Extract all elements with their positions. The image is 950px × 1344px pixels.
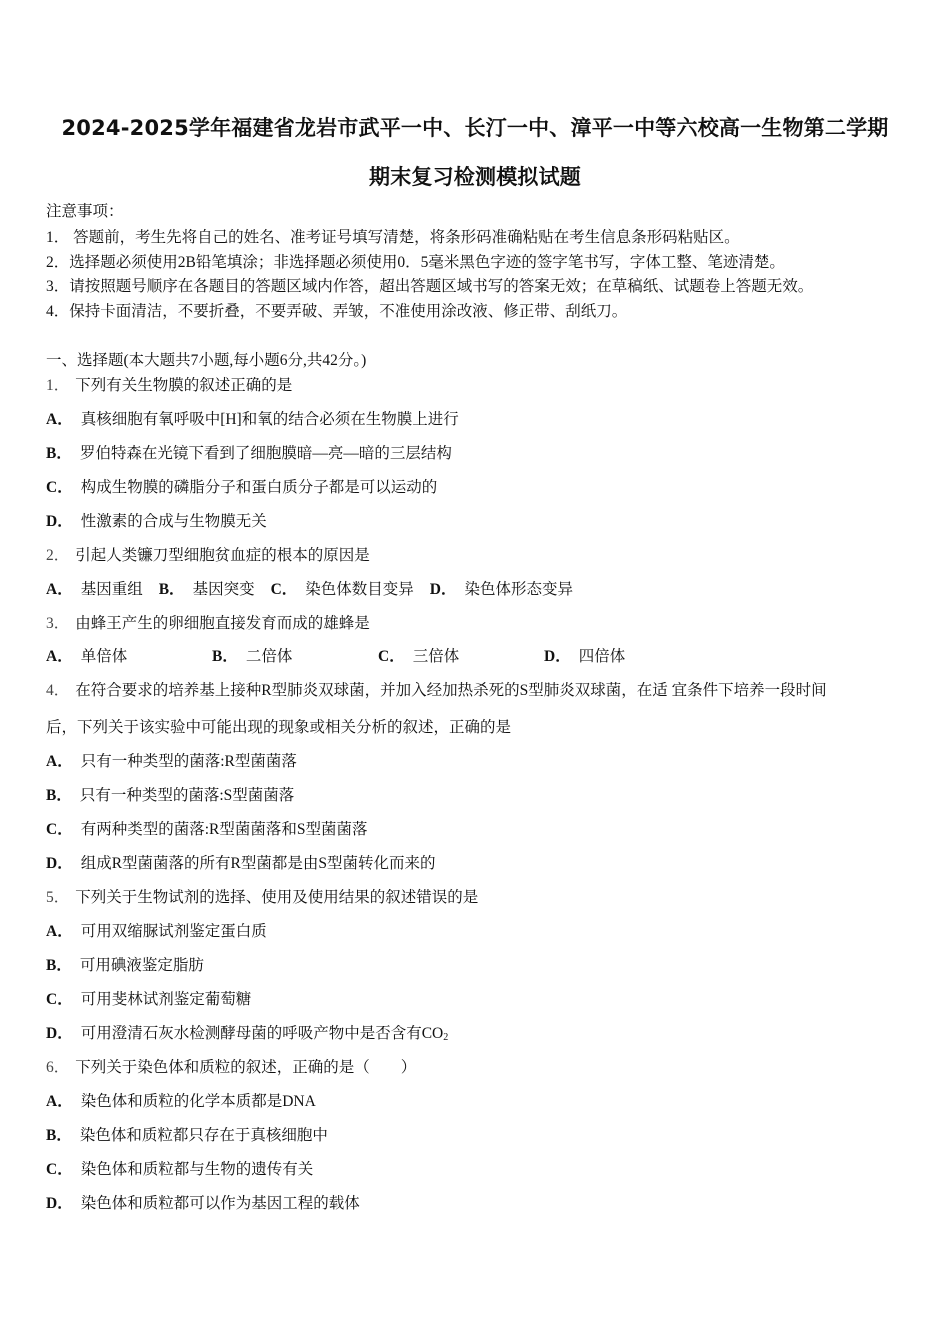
question-number: 1． <box>46 377 70 394</box>
question-1-option-c <box>46 478 437 498</box>
notice-item-1: 1． 答题前，考生先将自己的姓名、准考证号填写清楚，将条形码准确粘贴在考生信息条形码粘贴区。 <box>46 229 740 246</box>
option-label: C． <box>378 648 405 665</box>
question-2 <box>46 546 370 566</box>
option-text: 组成R型菌菌落的所有R型菌都是由S型菌转化而来的 <box>80 855 436 872</box>
question-5-option-a <box>46 922 267 942</box>
option-label: B． <box>46 445 72 462</box>
question-number: 5． <box>46 889 70 906</box>
question-1-option-a <box>46 410 459 430</box>
option-label: B． <box>46 957 72 974</box>
option-label: C． <box>46 821 73 838</box>
option-label: D． <box>46 513 73 530</box>
exam-title-line-2: 期末复习检测模拟试题 <box>369 165 581 189</box>
question-4-option-c <box>46 820 367 840</box>
question-1-option-b <box>46 444 452 464</box>
option-label: D． <box>46 1195 73 1212</box>
question-number: 4． <box>46 682 70 699</box>
question-2-options <box>46 580 573 600</box>
notice-item-4: 4．保持卡面清洁，不要折叠，不要弄破、弄皱，不准使用涂改液、修正带、刮纸刀。 <box>46 303 628 320</box>
option-text: 染色体数目变异 <box>305 581 414 598</box>
exam-title-line-1: 2024-2025学年福建省龙岩市武平一中、长汀一中、漳平一中等六校高一生物第二学期 <box>61 116 889 140</box>
option-label: B． <box>46 787 72 804</box>
option-text: 基因重组 <box>80 581 143 598</box>
question-3 <box>46 614 370 634</box>
option-text: 可用碘液鉴定脂肪 <box>79 957 204 974</box>
question-5-option-b <box>46 956 204 976</box>
notice-item-3: 3．请按照题号顺序在各题目的答题区域内作答，超出答题区域书写的答案无效；在草稿纸、试题卷上答题无效。 <box>46 278 814 295</box>
question-stem: 下列有关生物膜的叙述正确的是 <box>75 377 293 394</box>
question-5-option-d <box>46 1024 448 1048</box>
option-text: 染色体和质粒都只存在于真核细胞中 <box>79 1127 328 1144</box>
option-text: 染色体和质粒的化学本质都是DNA <box>80 1093 316 1110</box>
question-stem: 引起人类镰刀型细胞贫血症的根本的原因是 <box>75 547 370 564</box>
question-4-stem-continued: 后，下列关于该实验中可能出现的现象或相关分析的叙述，正确的是 <box>46 719 512 736</box>
question-4 <box>46 681 827 701</box>
option-text: 基因突变 <box>192 581 255 598</box>
option-label: A． <box>46 1093 73 1110</box>
option-text: 染色体和质粒都与生物的遗传有关 <box>80 1161 314 1178</box>
subscript: 2 <box>443 1032 449 1043</box>
question-4-option-d <box>46 854 436 874</box>
question-1 <box>46 376 292 396</box>
option-label: C． <box>270 581 298 598</box>
question-2-option-d <box>430 580 573 600</box>
question-3-option-d <box>544 647 625 667</box>
option-text: 有两种类型的菌落:R型菌菌落和S型菌菌落 <box>80 821 368 838</box>
option-text: 只有一种类型的菌落:S型菌菌落 <box>79 787 295 804</box>
option-label: B． <box>158 581 185 598</box>
question-5-option-c <box>46 990 251 1010</box>
option-label: A． <box>46 753 73 770</box>
question-stem: 下列关于生物试剂的选择、使用及使用结果的叙述错误的是 <box>75 889 479 906</box>
question-3-options <box>46 647 625 667</box>
question-stem: 在符合要求的培养基上接种R型肺炎双球菌，并加入经加热杀死的S型肺炎双球菌，在适 宜条件下培养一段时间 <box>75 682 827 699</box>
option-label: D． <box>544 648 571 665</box>
question-4-option-b <box>46 786 294 806</box>
question-2-option-b <box>159 580 255 600</box>
option-label: D． <box>46 855 73 872</box>
option-label: C． <box>46 991 73 1008</box>
option-label: A． <box>46 581 73 598</box>
option-text: 可用双缩脲试剂鉴定蛋白质 <box>80 923 267 940</box>
option-text: 性激素的合成与生物膜无关 <box>80 513 267 530</box>
option-label: A． <box>46 648 73 665</box>
option-text: 染色体形态变异 <box>464 581 574 598</box>
option-label: B． <box>212 648 238 665</box>
question-4-option-a <box>46 752 297 772</box>
option-text: 真核细胞有氧呼吸中[H]和氧的结合必须在生物膜上进行 <box>80 411 459 428</box>
option-text: 可用斐林试剂鉴定葡萄糖 <box>80 991 252 1008</box>
option-label: C． <box>46 1161 73 1178</box>
option-text: 构成生物膜的磷脂分子和蛋白质分子都是可以运动的 <box>80 479 438 496</box>
question-2-option-c <box>271 580 414 600</box>
option-text: 染色体和质粒都可以作为基因工程的载体 <box>80 1195 360 1212</box>
question-5 <box>46 888 478 908</box>
question-3-option-a <box>46 647 212 667</box>
notice-heading: 注意事项： <box>46 203 124 220</box>
option-text: 单倍体 <box>80 648 128 665</box>
option-label: D． <box>46 1025 73 1042</box>
question-6-option-d <box>46 1194 360 1214</box>
option-label: A． <box>46 923 73 940</box>
question-number: 3． <box>46 615 70 632</box>
question-6 <box>46 1058 416 1078</box>
section-heading: 一、选择题(本大题共7小题,每小题6分,共42分。) <box>46 352 367 369</box>
option-text: 四倍体 <box>578 648 626 665</box>
question-stem: 由蜂王产生的卵细胞直接发育而成的雄蜂是 <box>75 615 370 632</box>
option-text: 罗伯特森在光镜下看到了细胞膜暗—亮—暗的三层结构 <box>79 445 452 462</box>
option-text: 可用澄清石灰水检测酵母菌的呼吸产物中是否含有CO <box>80 1025 444 1042</box>
question-number: 2． <box>46 547 70 564</box>
question-6-option-b <box>46 1126 328 1146</box>
question-number: 6． <box>46 1059 70 1076</box>
option-text: 二倍体 <box>245 648 293 665</box>
question-2-option-a <box>46 580 143 600</box>
option-label: A． <box>46 411 73 428</box>
option-text: 只有一种类型的菌落:R型菌菌落 <box>80 753 297 770</box>
question-6-option-a <box>46 1092 316 1112</box>
option-label: B． <box>46 1127 72 1144</box>
option-text: 三倍体 <box>412 648 460 665</box>
question-3-option-b <box>212 647 378 667</box>
question-6-option-c <box>46 1160 313 1180</box>
question-stem: 下列关于染色体和质粒的叙述，正确的是（ ） <box>75 1059 417 1076</box>
question-1-option-d <box>46 512 267 532</box>
question-3-option-c <box>378 647 544 667</box>
option-label: C． <box>46 479 73 496</box>
notice-item-2: 2．选择题必须使用2B铅笔填涂；非选择题必须使用0．5毫米黑色字迹的签字笔书写，字体工整、笔迹清楚。 <box>46 254 785 271</box>
option-label: D． <box>429 581 457 598</box>
